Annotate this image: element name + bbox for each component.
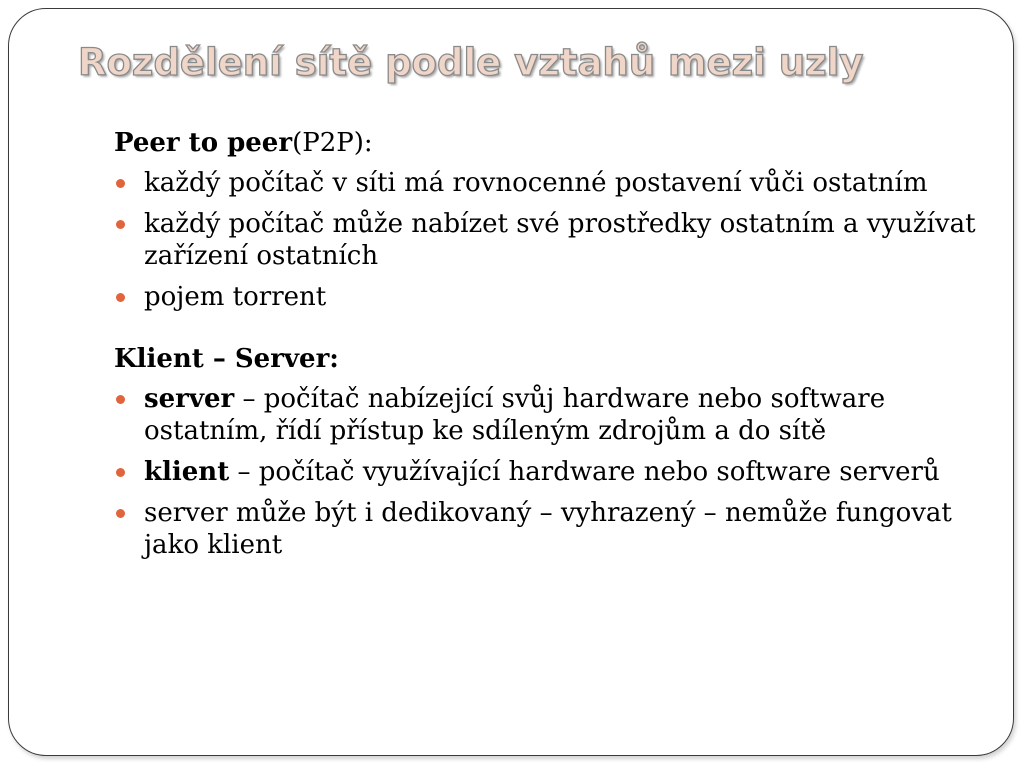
list-item-text: – počítač nabízející svůj hardware nebo software ostatním, řídí přístup ke sdíleným zdrojům a do sítě (144, 384, 886, 446)
client-server-heading: Klient – Server: (114, 344, 339, 374)
list-item-text: každý počítač v síti má rovnocenné postavení vůči ostatním (144, 168, 928, 198)
list-item-text: každý počítač může nabízet své prostředky ostatním a využívat zařízení ostatních (144, 209, 976, 271)
list-item (114, 208, 984, 272)
p2p-heading (114, 127, 984, 159)
list-item (114, 497, 984, 561)
bullet-icon (116, 220, 125, 229)
p2p-heading-label: Peer to peer (114, 128, 293, 158)
list-item-text: – počítač využívající hardware nebo software serverů (229, 457, 940, 487)
bullet-icon (116, 468, 125, 477)
client-server-list (114, 383, 984, 561)
list-item (114, 456, 984, 488)
list-item (114, 167, 984, 199)
term-klient: klient (144, 457, 230, 487)
term-server: server (144, 384, 235, 414)
bullet-icon (116, 179, 125, 188)
list-item-text: pojem torrent (144, 282, 327, 312)
p2p-list (114, 167, 984, 313)
list-item (114, 281, 984, 313)
bullet-icon (116, 395, 125, 404)
bullet-icon (116, 293, 125, 302)
slide-content (114, 127, 984, 570)
list-item-text: server může být i dedikovaný – vyhrazený – nemůže fungovat jako klient (144, 498, 952, 560)
bullet-icon (116, 509, 125, 518)
slide-title: Rozdělení sítě podle vztahů mezi uzly (78, 41, 864, 84)
p2p-heading-suffix: (P2P): (292, 128, 373, 158)
list-item (114, 383, 984, 447)
